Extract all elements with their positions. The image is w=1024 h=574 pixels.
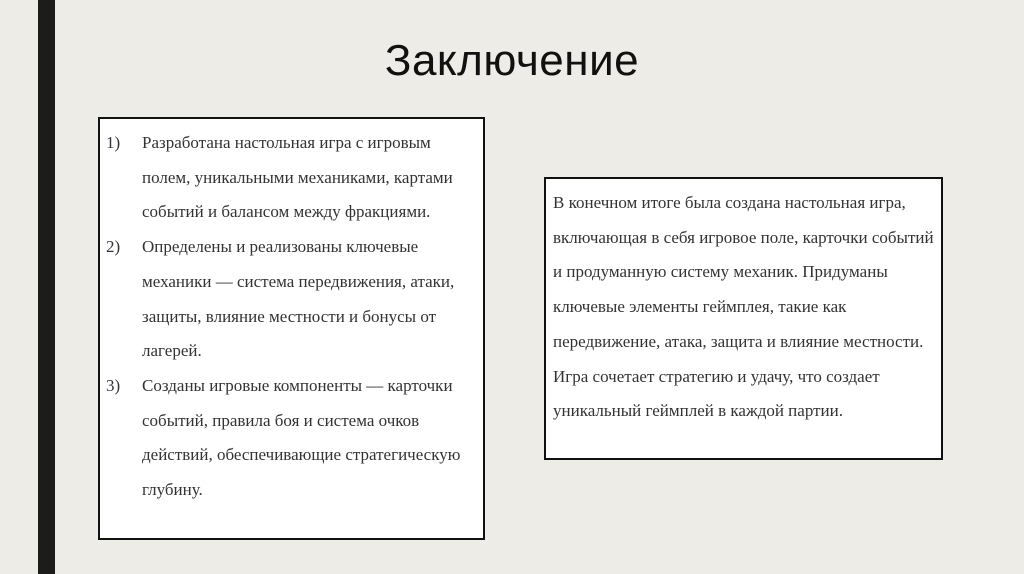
list-item-text: Разработана настольная игра с игровым полем, уникальными механиками, картами событий и балансом между фракциями. bbox=[142, 133, 453, 222]
slide-title: Заключение bbox=[384, 36, 640, 85]
list-item-number: 3) bbox=[106, 375, 121, 395]
results-list bbox=[106, 126, 477, 508]
list-item-text: Созданы игровые компоненты — карточки событий, правила боя и система очков действий, обеспечивающие стратегическую глубину. bbox=[142, 375, 461, 500]
list-item bbox=[106, 369, 477, 508]
list-item-number: 2) bbox=[106, 237, 121, 257]
left-accent-bar bbox=[38, 0, 55, 574]
list-item bbox=[106, 126, 477, 230]
results-list-box bbox=[98, 117, 485, 540]
summary-box bbox=[544, 177, 943, 460]
list-item-number: 1) bbox=[106, 133, 121, 152]
list-item bbox=[106, 230, 477, 369]
summary-text: В конечном итоге была создана настольная игра, включающая в себя игровое поле, карточки событий и продуманную систему механик. Придуманы ключевые элементы геймплея, такие как передвижение, атака, защита и влияние местности. Игра сочетает стратегию и удачу, что создает уникальный геймплей в каждой партии. bbox=[553, 193, 934, 421]
list-item-text: Определены и реализованы ключевые механики — система передвижения, атаки, защиты, влияние местности и бонусы от лагерей. bbox=[142, 237, 455, 361]
